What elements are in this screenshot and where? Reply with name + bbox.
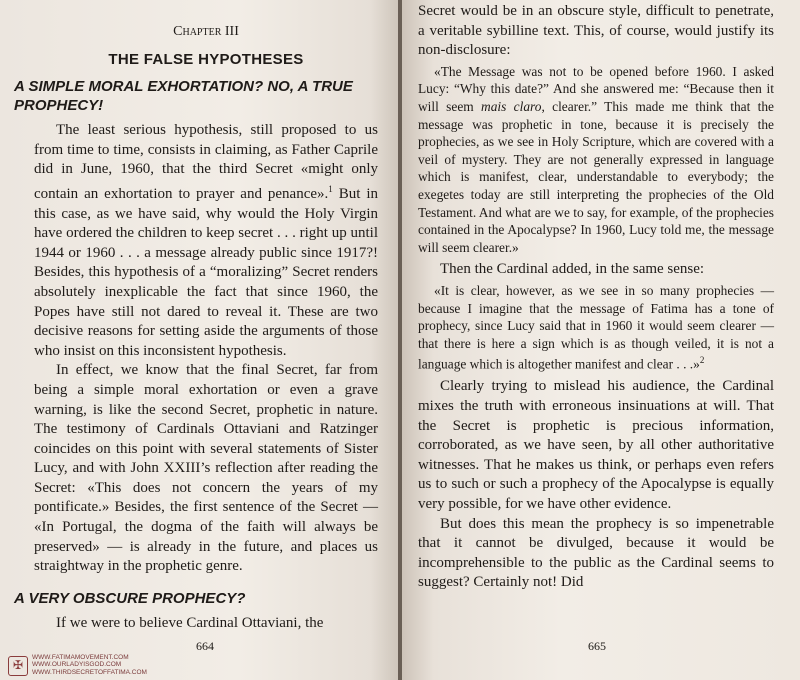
footnote-ref: 2 <box>699 355 705 366</box>
chapter-title: THE FALSE HYPOTHESES <box>108 50 304 68</box>
section-heading-obscure: A VERY OBSCURE PROPHECY? <box>14 589 246 607</box>
paragraph: If we were to believe Cardinal Ottaviani, the <box>56 614 324 631</box>
block-quote <box>418 63 774 257</box>
paragraph: In effect, we know that the final Secret, far from being a simple moral exhortation or even a grave warning, is like the second Secret, prophetic in nature. The testimony of Cardinals Ottaviani and Ratzinger coincides on this point with several statements of Sister Lucy, and with John XXIII’s reflection after reading the Secret: «This does not concern the years of my pontificate.» Besides, the first sentence of the Secret — «In Portugal, the dogma of the faith will always be preserved» — is already in the future, and places us straightway in the prophetic genre. <box>34 362 378 575</box>
chapter-label: Chapter III <box>173 24 239 39</box>
page-number: 665 <box>588 639 606 653</box>
right-page-content <box>418 2 774 593</box>
quote-text: «The Message was not to be opened before 1960. I asked Lucy: “Why this date?” And she answered me: “Because then it will seem <box>418 63 774 114</box>
watermark-url: WWW.FATIMAMOVEMENT.COM <box>32 653 129 661</box>
quote-text: , clearer.” This made me think that the message was prophetic in tone, because it is precisely the prophecies, as we see in Holy Scripture, which are covered with a veil of mystery. They are not generally expressed in language which is manifest, clear, understandable to everybody; the exegetes today are still interpreting the prophecies of the Old Testament. And what are we to say, for example, of the prophecies contained in the Apocalypse? In 1960, Lucy told me, the message will seem clearer.» <box>418 98 774 255</box>
right-page <box>402 0 800 680</box>
paragraph <box>34 121 378 361</box>
paragraph-text: The least serious hypothesis, still proposed to us from time to time, consists in claiming, as Father Caprile did in June, 1960, that the third Secret «might only contain an exhortation to prayer and penance». <box>34 122 378 202</box>
footnote-ref: 1 <box>328 183 333 194</box>
paragraph: But does this mean the prophecy is so impenetrable that it cannot be divulged, because it would be incomprehensible to the public as the Cardinal seems to suggest? Certainly not! Did <box>418 515 774 591</box>
block-quote <box>418 282 774 373</box>
watermark <box>8 654 147 677</box>
section-heading-exhortation: A SIMPLE MORAL EXHORTATION? NO, A TRUE PROPHECY! <box>14 78 353 115</box>
paragraph: Clearly trying to mislead his audience, the Cardinal mixes the truth with erroneous insinuations at will. That the Secret is prophetic is precious information, corroborated, as we have seen, by all other authoritative witnesses. That he makes us think, or perhaps even refers us to such or such a prophecy of the Apocalypse is equally very possible, for we have other evidence. <box>418 378 774 512</box>
crest-icon: ✠ <box>8 656 28 676</box>
paragraph: Secret would be in an obscure style, difficult to penetrate, a veritable sybilline text. This, of course, would justify its non-disclosure: <box>418 3 774 59</box>
page-number: 664 <box>196 639 214 653</box>
watermark-urls <box>32 654 147 677</box>
watermark-url: WWW.OURLADYISGOD.COM <box>32 661 122 668</box>
left-page <box>0 0 398 680</box>
paragraph-text: But in this case, as we have said, why would the Holy Virgin have ordered the children to keep secret . . . right up until 1944 or 1960 . . . a message already public since 1917?! Besides, this hypothesis of a “moralizing” Secret renders absolutely inexplicable the fact that since 1960, the Popes have still not dared to reveal it. These are two decisive reasons for setting aside the arguments of those who insist on this inconsistent hypothesis. <box>34 185 378 359</box>
watermark-url: WWW.THIRDSECRETOFFATIMA.COM <box>32 668 147 676</box>
quote-italic: mais claro <box>481 98 542 114</box>
paragraph: Then the Cardinal added, in the same sense: <box>440 261 705 278</box>
left-page-content <box>14 22 378 633</box>
quote-text: «It is clear, however, as we see in so many prophecies — because I imagine that the message of Fatima has a tone of prophecy, since Lucy said that in 1960 it would seem clearer — that there is here a sign which is as though veiled, it is not a language which is altogether manifest and clear . . .» <box>418 282 774 372</box>
